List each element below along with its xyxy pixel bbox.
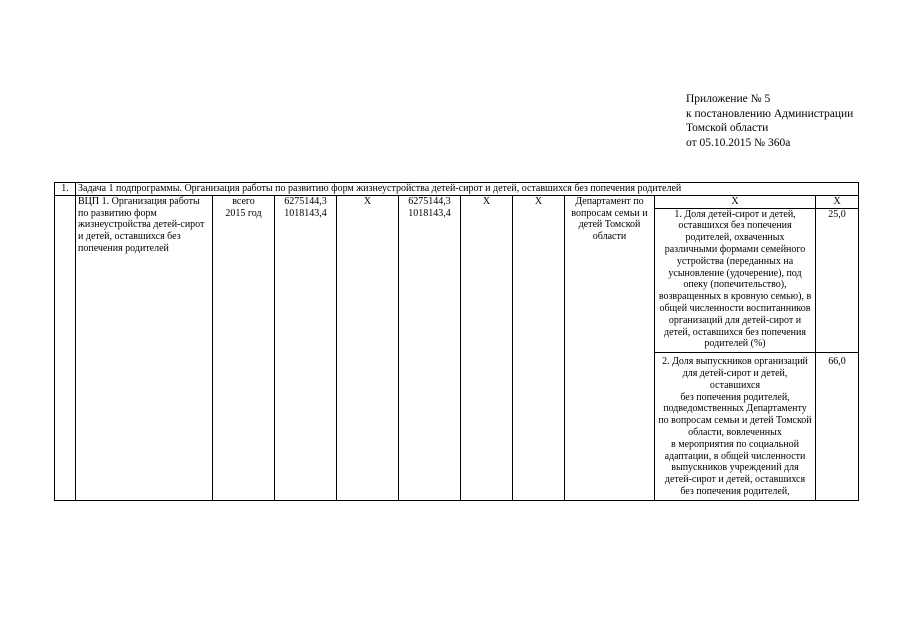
executor: Департамент по вопросам семьи и детей Томской области [565,195,655,500]
regional-sum-cell [399,195,461,500]
empty-cell [55,195,76,500]
value-2: 66,0 [816,353,859,501]
x-cell-3 [513,195,565,500]
row-number: 1. [55,183,76,196]
period-year: 2015 год [225,207,262,219]
total-sum-year: 1018143,4 [284,207,327,219]
task-title: Задача 1 подпрограммы. Организация работы по развитию форм жизнеустройства детей-сирот и детей, оставшихся без попечения родителей [76,183,859,196]
x-mark: Х [363,195,372,207]
indicator-cell-1 [655,195,816,352]
appendix-date: от 05.10.2015 № 360а [686,136,791,149]
value-header: Х [816,196,858,209]
period-total: всего [232,195,255,207]
x-mark: Х [534,195,543,207]
x-mark: Х [482,195,491,207]
appendix-reference: к постановлению Администрации [686,107,854,120]
total-sum-cell [275,195,337,500]
regional-sum-year: 1018143,4 [408,207,451,219]
x-cell-1 [337,195,399,500]
appendix-title: Приложение № 5 [686,93,771,105]
period-cell [213,195,275,500]
appendix-region: Томской области [686,122,769,134]
total-sum: 6275144,3 [284,195,327,207]
program-row [55,195,859,352]
x-cell-2 [461,195,513,500]
appendix-block [686,92,853,150]
indicator-2: 2. Доля выпускников организаций для детей-сирот и детей, оставшихся без попечения родителей, подведомственных Департаменту по вопросам семьи и детей Томской области, вовлеченных в мероприятия по социальной адаптации, в общей численности выпускников учреждений для детей-сирот и детей, оставшихся без попечения родителей, [655,353,816,501]
program-name: ВЦП 1. Организация работы по развитию форм жизнеустройства детей-сирот и детей, оставшихся без попечения родителей [76,195,213,500]
value-1: 25,0 [828,208,846,220]
task-row [55,183,859,196]
value-cell-1 [816,195,859,352]
program-table [54,182,859,501]
regional-sum: 6275144,3 [408,195,451,207]
indicator-header: Х [655,196,815,209]
indicator-1: 1. Доля детей-сирот и детей, оставшихся без попечения родителей, охваченных различными формами семейного устройства (переданных на усыновление (удочерение), под опеку (попечительство), возвращенных в кровную семью), в общей численности воспитанников организаций для детей-сирот и детей, оставшихся без попечения родителей (%) [658,208,812,350]
